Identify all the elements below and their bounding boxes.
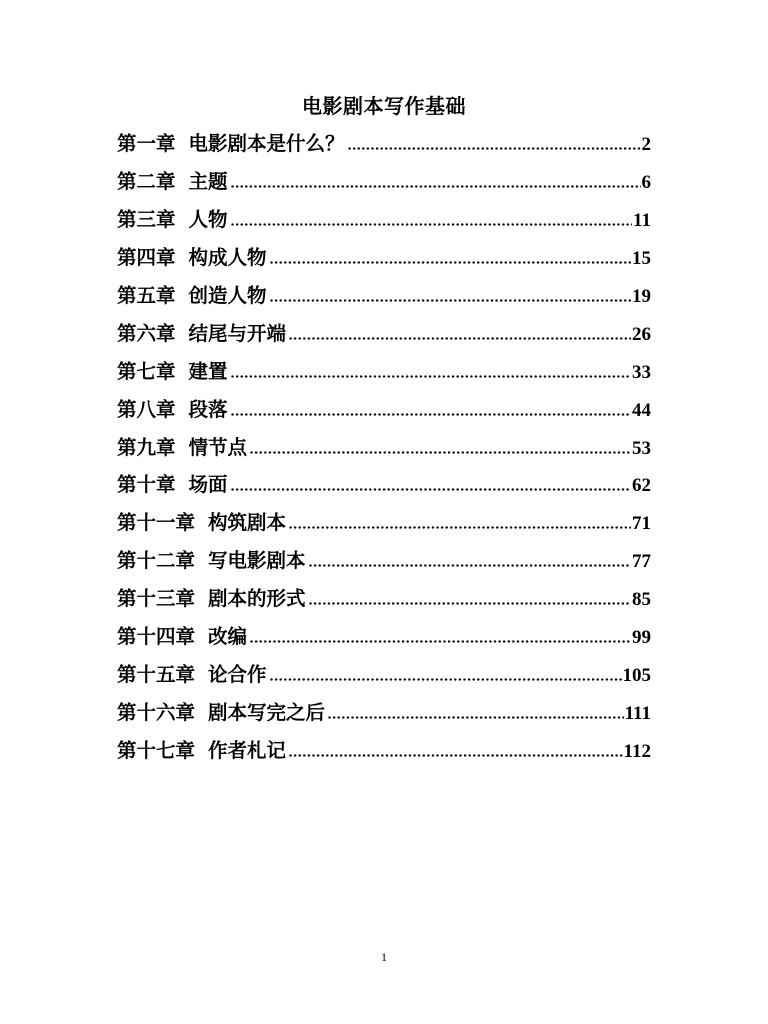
toc-title: 论合作 bbox=[208, 665, 267, 687]
dot-leader bbox=[250, 451, 631, 454]
toc-chapter: 第九章 bbox=[117, 437, 176, 459]
toc-page: 26 bbox=[632, 323, 651, 345]
toc-chapter: 第四章 bbox=[117, 247, 176, 269]
toc-title: 情节点 bbox=[188, 437, 248, 459]
dot-leader bbox=[270, 261, 631, 264]
toc-entry bbox=[117, 472, 651, 510]
dot-leader bbox=[309, 602, 631, 605]
toc-title: 改编 bbox=[208, 627, 248, 649]
toc-page: 15 bbox=[632, 247, 651, 269]
toc-page: 105 bbox=[622, 665, 651, 687]
toc-chapter: 第五章 bbox=[117, 285, 176, 307]
toc-chapter: 第一章 bbox=[117, 134, 176, 155]
toc-chapter: 第十三章 bbox=[117, 589, 196, 611]
toc-page: 85 bbox=[632, 589, 651, 611]
toc-chapter: 第十章 bbox=[117, 475, 176, 497]
dot-leader bbox=[270, 299, 631, 302]
toc-page: 77 bbox=[632, 551, 651, 573]
document-title: 电影剧本写作基础 bbox=[302, 96, 466, 118]
toc-chapter: 第十一章 bbox=[117, 513, 196, 535]
toc-page: 53 bbox=[632, 437, 651, 459]
toc-chapter: 第十七章 bbox=[117, 741, 196, 762]
toc-title: 创造人物 bbox=[188, 285, 267, 307]
toc-entry bbox=[117, 169, 651, 207]
dot-leader bbox=[289, 754, 623, 757]
toc-page: 6 bbox=[641, 171, 651, 193]
toc-entry bbox=[117, 359, 651, 397]
toc-page: 2 bbox=[641, 134, 651, 155]
toc-entry bbox=[117, 624, 651, 662]
toc-chapter: 第十五章 bbox=[117, 665, 196, 687]
toc-title: 构成人物 bbox=[188, 247, 267, 269]
toc-entry bbox=[117, 131, 651, 169]
toc-page: 44 bbox=[632, 399, 651, 421]
toc-chapter: 第八章 bbox=[117, 399, 176, 421]
toc-chapter: 第六章 bbox=[117, 323, 176, 345]
dot-leader bbox=[231, 413, 631, 416]
toc-entry bbox=[117, 207, 651, 245]
toc-entry bbox=[117, 662, 651, 700]
toc-title: 主题 bbox=[188, 171, 228, 193]
dot-leader bbox=[289, 337, 631, 340]
toc-page: 11 bbox=[633, 209, 651, 231]
toc-title: 电影剧本是什么？ bbox=[188, 134, 345, 155]
toc-entry bbox=[117, 548, 651, 586]
dot-leader bbox=[309, 564, 631, 567]
toc-title: 剧本的形式 bbox=[208, 589, 306, 611]
dot-leader bbox=[328, 716, 624, 719]
toc-entry bbox=[117, 397, 651, 435]
dot-leader bbox=[348, 147, 641, 150]
page-number: 1 bbox=[381, 950, 387, 964]
toc-page: 112 bbox=[623, 741, 651, 762]
toc-chapter: 第二章 bbox=[117, 171, 176, 193]
dot-leader bbox=[250, 640, 631, 643]
toc-page: 111 bbox=[624, 703, 651, 725]
toc-entry bbox=[117, 738, 651, 776]
toc-page: 99 bbox=[632, 627, 651, 649]
toc-chapter: 第十二章 bbox=[117, 551, 196, 573]
toc-chapter: 第十六章 bbox=[117, 703, 196, 725]
toc-title: 结尾与开端 bbox=[188, 323, 287, 345]
toc-title: 建置 bbox=[188, 361, 228, 383]
table-of-contents bbox=[117, 131, 651, 776]
dot-leader bbox=[289, 526, 631, 529]
dot-leader bbox=[231, 185, 641, 188]
dot-leader bbox=[231, 375, 631, 378]
toc-entry bbox=[117, 321, 651, 359]
toc-page: 19 bbox=[632, 285, 651, 307]
toc-title: 写电影剧本 bbox=[208, 551, 306, 573]
toc-entry bbox=[117, 510, 651, 548]
toc-page: 71 bbox=[632, 513, 651, 535]
toc-title: 构筑剧本 bbox=[208, 513, 287, 535]
toc-entry bbox=[117, 435, 651, 473]
toc-title: 场面 bbox=[188, 475, 228, 497]
dot-leader bbox=[231, 488, 631, 491]
toc-title: 作者札记 bbox=[208, 741, 287, 762]
toc-title: 段落 bbox=[188, 399, 228, 421]
toc-title: 人物 bbox=[188, 209, 228, 231]
dot-leader bbox=[270, 678, 622, 681]
toc-chapter: 第十四章 bbox=[117, 627, 196, 649]
toc-entry bbox=[117, 283, 651, 321]
toc-chapter: 第三章 bbox=[117, 209, 176, 231]
toc-entry bbox=[117, 245, 651, 283]
toc-entry bbox=[117, 586, 651, 624]
toc-page: 62 bbox=[632, 475, 651, 497]
toc-chapter: 第七章 bbox=[117, 361, 176, 383]
toc-page: 33 bbox=[632, 361, 651, 383]
dot-leader bbox=[231, 223, 633, 226]
toc-title: 剧本写完之后 bbox=[208, 703, 326, 725]
toc-entry bbox=[117, 700, 651, 738]
